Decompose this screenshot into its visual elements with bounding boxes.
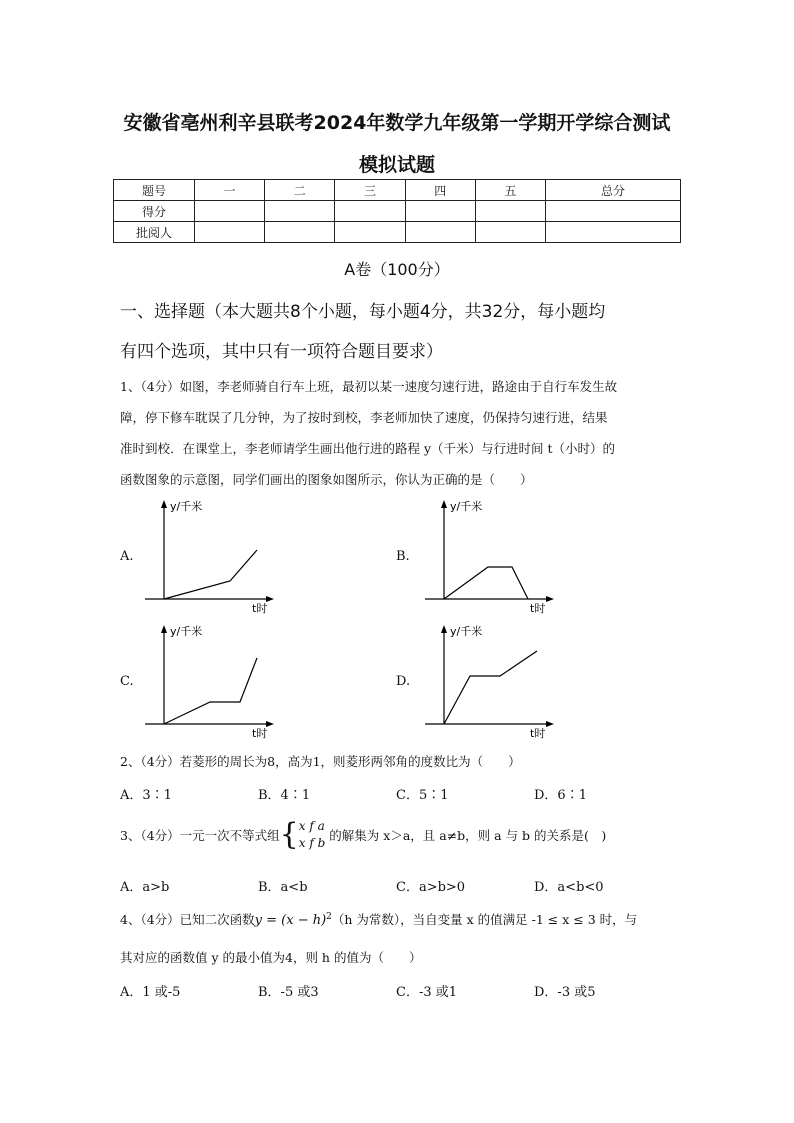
score-table-header-cell: 题号 bbox=[114, 180, 195, 201]
q3-option-d: D．a<b<0 bbox=[534, 880, 604, 895]
y-axis-arrow bbox=[441, 625, 447, 633]
q2-option-c: C．5∶1 bbox=[396, 788, 449, 803]
section1-heading-line1: 一、选择题（本大题共8个小题，每小题4分，共32分，每小题均 bbox=[120, 302, 606, 322]
score-table-row-label: 得分 bbox=[114, 201, 195, 222]
q3-prefix: 3、（4分）一元一次不等式组 bbox=[120, 828, 280, 843]
score-table-header-cell: 四 bbox=[405, 180, 475, 201]
score-cell bbox=[475, 222, 545, 243]
score-cell bbox=[546, 201, 681, 222]
graph-a bbox=[140, 495, 280, 617]
score-table-row bbox=[114, 222, 681, 243]
score-table-header-cell: 二 bbox=[265, 180, 335, 201]
score-cell bbox=[475, 201, 545, 222]
q1-text-line: 函数图象的示意图，同学们画出的图象如图所示，你认为正确的是（ ） bbox=[120, 472, 533, 487]
graph-c-label: C. bbox=[120, 674, 134, 689]
q1-text-line: 1、（4分）如图，李老师骑自行车上班，最初以某一速度匀速行进，路途由于自行车发生故 bbox=[120, 379, 618, 394]
q1-text-line: 准时到校．在课堂上，李老师请学生画出他行进的路程 y（千米）与行进时间 t（小时）的 bbox=[120, 441, 616, 456]
graph-a-label: A. bbox=[120, 549, 134, 564]
score-cell bbox=[335, 222, 405, 243]
score-table-header-cell: 三 bbox=[335, 180, 405, 201]
q4-option-c: C．-3 或1 bbox=[396, 985, 458, 1000]
q2-option-d: D．6∶1 bbox=[534, 788, 587, 803]
score-cell bbox=[265, 201, 335, 222]
score-cell bbox=[195, 222, 265, 243]
page-title-line2: 模拟试题 bbox=[358, 154, 435, 176]
graph-b bbox=[420, 495, 560, 617]
q4-text-line2: 其对应的函数值 y 的最小值为4，则 h 的值为（ ） bbox=[120, 950, 422, 965]
score-cell bbox=[546, 222, 681, 243]
score-table-header-row bbox=[114, 180, 681, 201]
q3-text bbox=[120, 813, 606, 857]
section-a-title: A卷（100分） bbox=[344, 260, 450, 279]
score-table bbox=[113, 179, 681, 243]
score-table-row-label: 批阅人 bbox=[114, 222, 195, 243]
q4-exponent: 2 bbox=[326, 911, 332, 922]
y-axis-arrow bbox=[161, 625, 167, 633]
x-axis-label: t时 bbox=[252, 602, 268, 615]
graph-c bbox=[140, 620, 280, 742]
q2-text: 2、（4分）若菱形的周长为8，高为1，则菱形两邻角的度数比为（ ） bbox=[120, 754, 521, 769]
page-title-line1: 安徽省亳州利辛县联考2024年数学九年级第一学期开学综合测试 bbox=[123, 112, 671, 134]
graph-line bbox=[444, 651, 537, 724]
score-cell bbox=[405, 222, 475, 243]
graph-d bbox=[420, 620, 560, 742]
q2-option-a: A．3∶1 bbox=[120, 788, 172, 803]
q4-part1: 4、（4分）已知二次函数 bbox=[120, 912, 255, 927]
brace-icon: { bbox=[279, 817, 299, 852]
score-cell bbox=[405, 201, 475, 222]
q4-text-line1 bbox=[120, 910, 637, 928]
score-cell bbox=[265, 222, 335, 243]
q4-option-d: D．-3 或5 bbox=[534, 985, 596, 1000]
q1-text-line: 障，停下修车耽误了几分钟，为了按时到校，李老师加快了速度，仍保持匀速行进，结果 bbox=[120, 410, 608, 425]
score-cell bbox=[335, 201, 405, 222]
y-axis-label: y/千米 bbox=[450, 500, 483, 513]
inequality-line: x f a bbox=[298, 819, 325, 833]
x-axis-label: t时 bbox=[252, 727, 268, 740]
x-axis-arrow bbox=[546, 596, 554, 602]
x-axis-label: t时 bbox=[530, 727, 546, 740]
score-table-header-cell: 五 bbox=[475, 180, 545, 201]
y-axis-label: y/千米 bbox=[170, 625, 203, 638]
q3-suffix: 的解集为 x＞a，且 a≠b，则 a 与 b 的关系是( ) bbox=[329, 828, 607, 843]
score-table-row bbox=[114, 201, 681, 222]
graph-line bbox=[444, 567, 528, 599]
x-axis-label: t时 bbox=[530, 602, 546, 615]
graph-d-label: D. bbox=[396, 674, 411, 689]
y-axis-label: y/千米 bbox=[450, 625, 483, 638]
score-table-header-cell: 一 bbox=[195, 180, 265, 201]
score-table-header-cell: 总分 bbox=[546, 180, 681, 201]
y-axis-arrow bbox=[441, 500, 447, 508]
section1-heading-line2: 有四个选项，其中只有一项符合题目要求） bbox=[120, 342, 443, 362]
q2-option-b: B．4∶1 bbox=[258, 788, 311, 803]
y-axis-arrow bbox=[161, 500, 167, 508]
q3-option-a: A．a>b bbox=[120, 880, 170, 895]
graph-line bbox=[164, 550, 257, 599]
q3-option-c: C．a>b>0 bbox=[396, 880, 466, 895]
q3-option-b: B．a<b bbox=[258, 880, 308, 895]
y-axis-label: y/千米 bbox=[170, 500, 203, 513]
inequality-line: x f b bbox=[298, 836, 326, 850]
inequality-system bbox=[299, 818, 326, 852]
graph-line bbox=[164, 658, 257, 724]
score-cell bbox=[195, 201, 265, 222]
q4-part2: （h 为常数），当自变量 x 的值满足 -1 ≤ x ≤ 3 时，与 bbox=[331, 912, 638, 927]
q4-option-a: A．1 或-5 bbox=[120, 985, 181, 1000]
q4-option-b: B．-5 或3 bbox=[258, 985, 319, 1000]
q4-formula: y = (x − h) bbox=[254, 913, 327, 928]
graph-b-label: B. bbox=[396, 549, 410, 564]
x-axis-arrow bbox=[546, 721, 554, 727]
